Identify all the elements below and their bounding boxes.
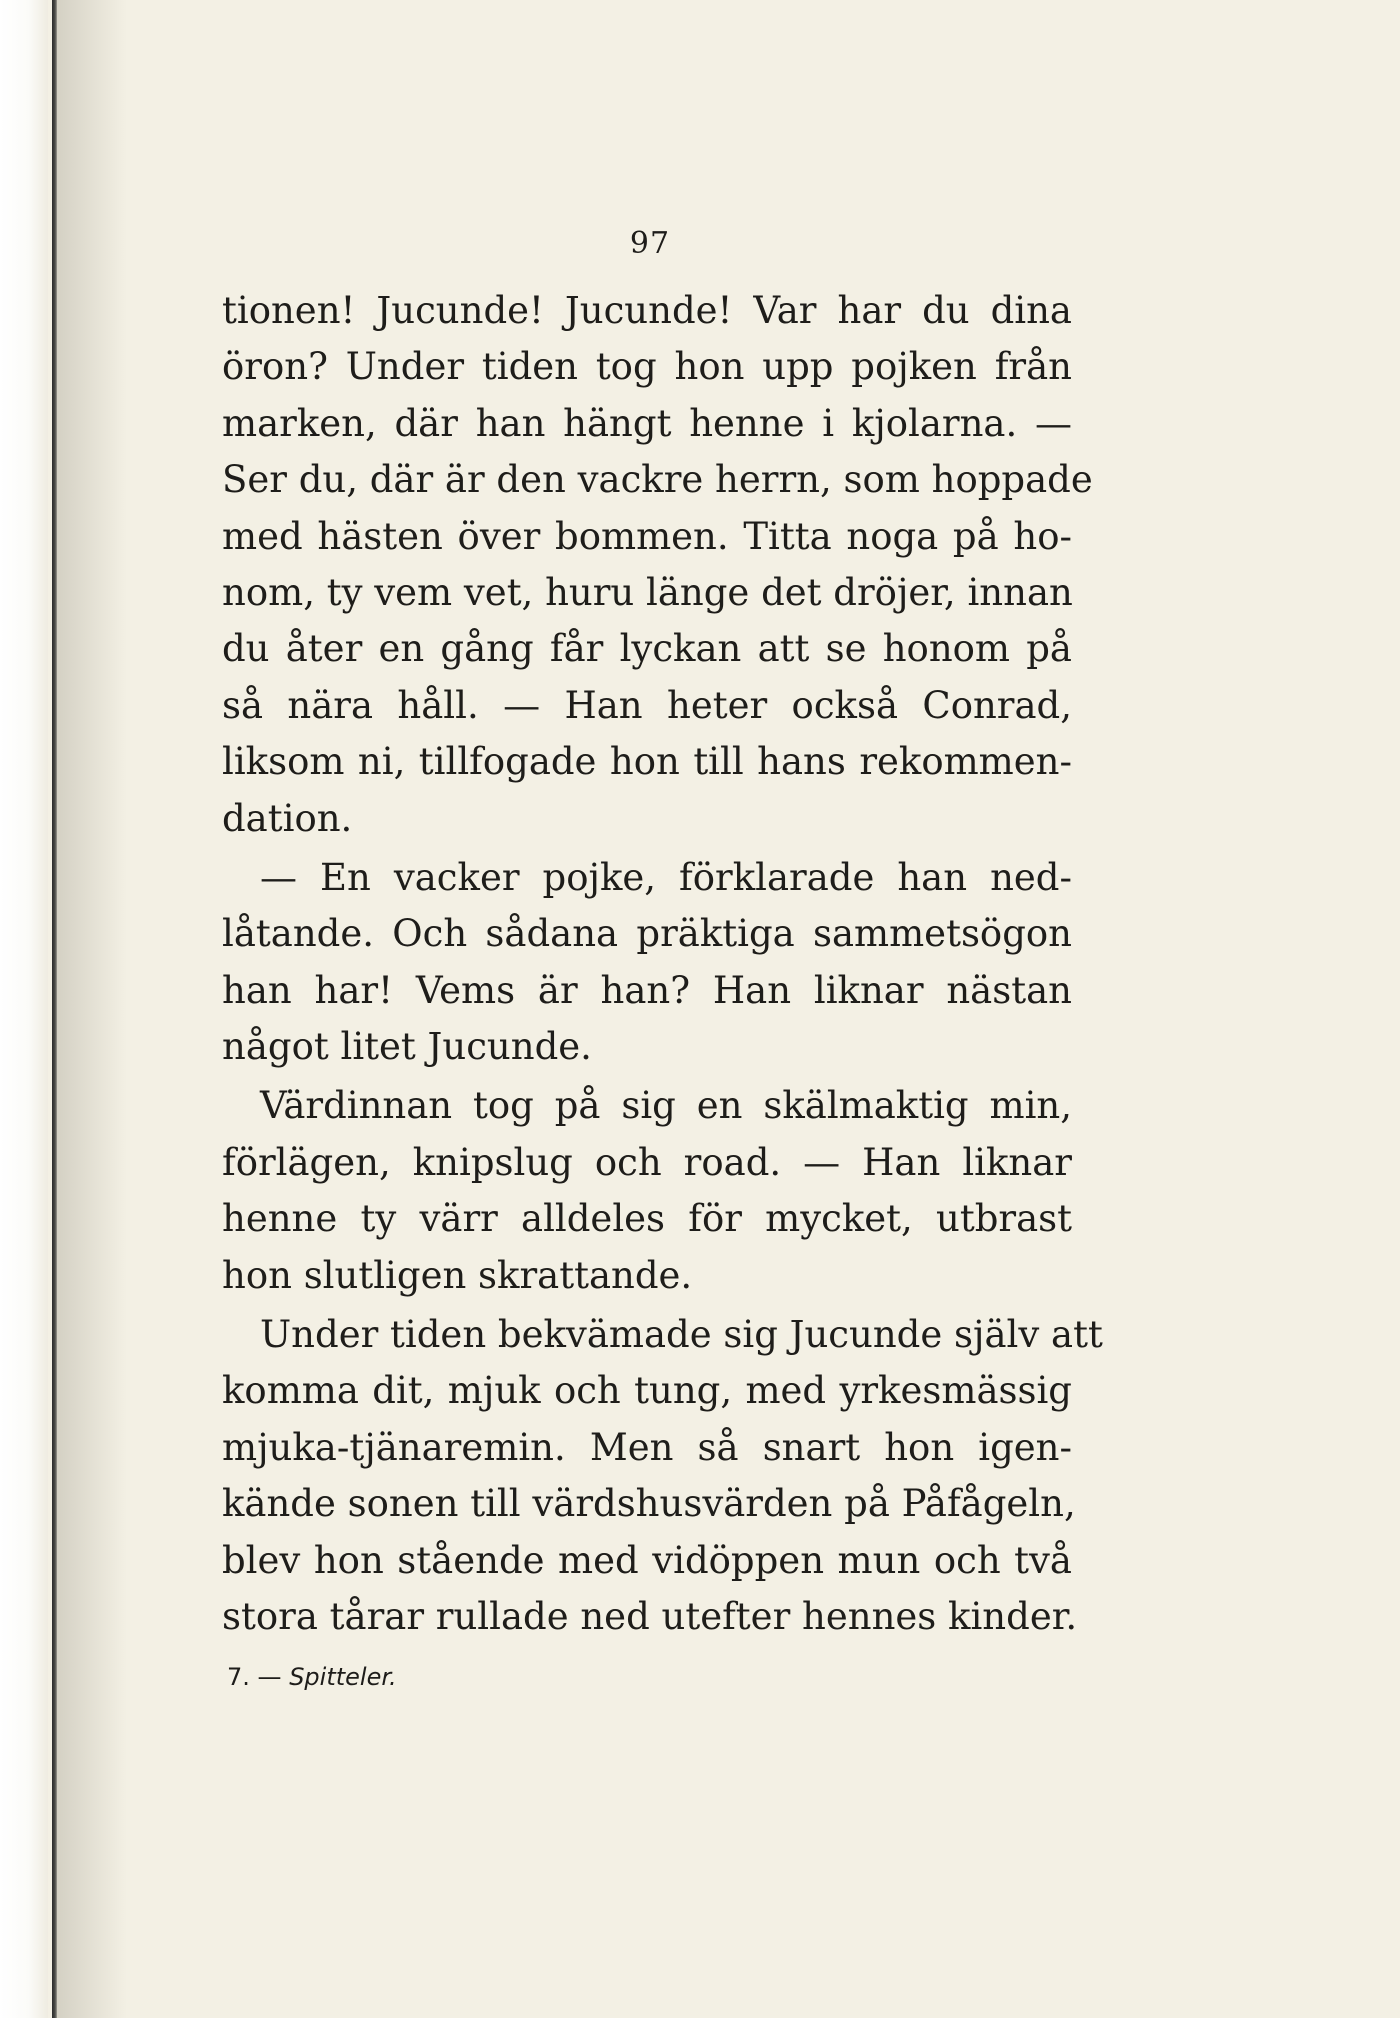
page-number: 97 (629, 226, 671, 261)
text-line: komma dit, mjuk och tung, med yrkesmässig (222, 1369, 1072, 1413)
text-line: liksom ni, tillfogade hon till hans rekommen- (222, 740, 1072, 784)
text-line: något litet Jucunde. (222, 1025, 592, 1069)
text-line: förlägen, knipslug och road. — Han liknar (222, 1140, 1072, 1184)
paragraph (222, 283, 1093, 847)
binding-shadow (57, 0, 127, 2018)
text-line: Värdinnan tog på sig en skälmaktig min, (260, 1084, 1072, 1128)
body-text (222, 283, 1103, 1645)
text-line: öron? Under tiden tog hon upp pojken från (222, 345, 1072, 389)
text-line: stora tårar rullade ned utefter hennes kinder. (222, 1594, 1078, 1638)
text-line: låtande. Och sådana präktiga sammetsögon (222, 912, 1072, 956)
text-line: så nära håll. — Han heter också Conrad, (222, 683, 1072, 727)
text-line: nom, ty vem vet, huru länge det dröjer, innan (222, 570, 1073, 614)
text-line: tionen! Jucunde! Jucunde! Var har du dina (222, 289, 1072, 332)
paragraph (222, 850, 1072, 1076)
signature-dash: — (257, 1663, 282, 1691)
paragraph (222, 1078, 1072, 1304)
text-line: dation. (222, 796, 353, 840)
text-line: henne ty värr alldeles för mycket, utbrast (222, 1197, 1072, 1241)
text-line: — En vacker pojke, förklarade han ned- (260, 855, 1072, 899)
text-line: med hästen över bommen. Titta noga på ho- (222, 514, 1072, 558)
signature-number: 7. (227, 1663, 250, 1691)
text-line: marken, där han hängt henne i kjolarna. — (222, 401, 1072, 445)
text-line: kände sonen till värdshusvärden på Påfågeln, (222, 1482, 1076, 1526)
text-line: Ser du, där är den vackre herrn, som hoppade (222, 458, 1093, 502)
text-line: Under tiden bekvämade sig Jucunde själv att (260, 1313, 1103, 1357)
text-line: blev hon stående med vidöppen mun och två (222, 1538, 1072, 1582)
printer-signature (227, 1663, 397, 1691)
text-line: han har! Vems är han? Han liknar nästan (222, 968, 1072, 1012)
page-left-margin (0, 0, 48, 2018)
text-line: mjuka-tjänaremin. Men så snart hon igen- (222, 1425, 1072, 1469)
text-line: du åter en gång får lyckan att se honom på (222, 627, 1072, 671)
text-line: hon slutligen skrattande. (222, 1253, 693, 1297)
signature-name: Spitteler. (289, 1663, 397, 1691)
paragraph (222, 1307, 1103, 1645)
